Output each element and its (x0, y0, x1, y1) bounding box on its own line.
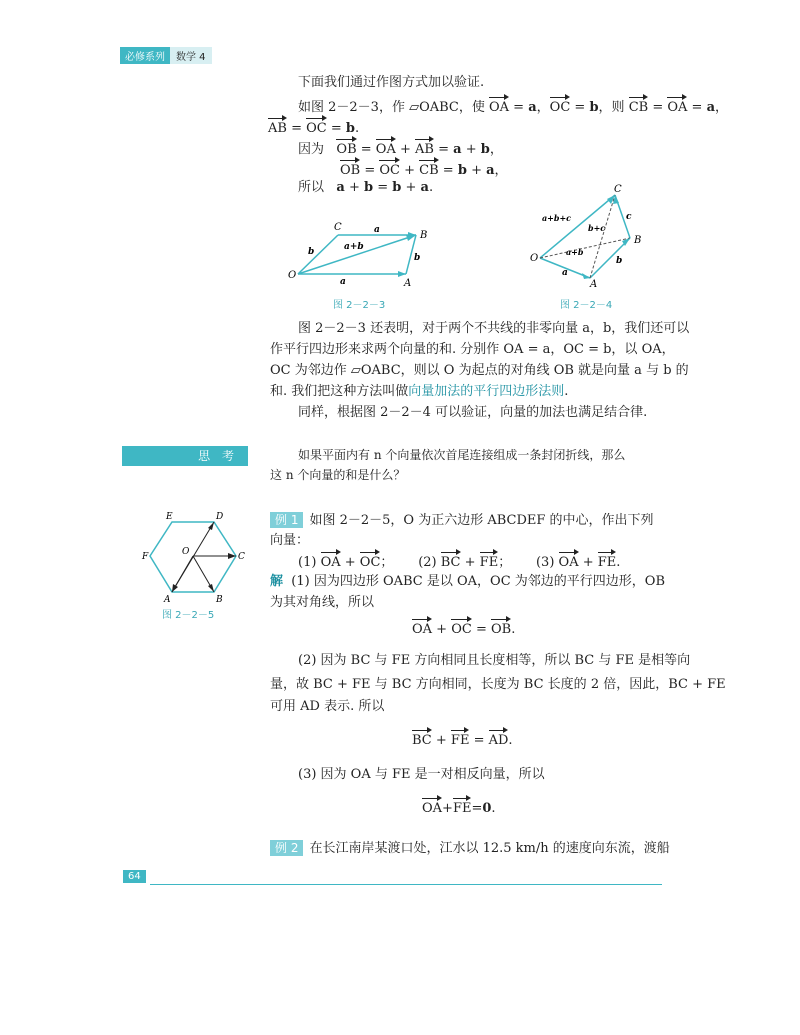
parallelogram-rule-term: 向量加法的平行四边形法则 (408, 384, 565, 399)
think-line1: 如果平面内有 n 个向量依次首尾连接组成一条封闭折线，那么 (298, 448, 626, 462)
para2-line1: 图 2－2－3 还表明，对于两个不共线的非零向量 a，b，我们还可以 (298, 321, 690, 336)
proof-line-5: 所以 a + b = b + a. (298, 180, 434, 195)
fig224-label-a: a (562, 268, 568, 278)
proof-line-1: 如图 2－2－3，作 ▱OABC，使 OA = a，OC = b，则 CB = OA = a， (298, 95, 728, 117)
example1-tag: 例 1 (270, 512, 303, 528)
fig223-label-b-right: b (414, 253, 421, 263)
figure-2-2-5 (142, 510, 244, 606)
example1-questions: (1) OA + OC； (2) BC + FE； (3) OA + FE. (298, 550, 620, 572)
equation-3: OA+FE=0. (422, 796, 496, 818)
example2-line (270, 840, 670, 858)
example1-line2: 向量： (270, 533, 310, 548)
solution-2b: 量，故 BC + FE 与 BC 方向相同，长度为 BC 长度的 2 倍，因此，BC + FE (270, 677, 726, 692)
fig223-label-C: C (334, 222, 342, 233)
fig224-label-B: B (634, 235, 642, 246)
solution-1a: (1) 因为四边形 OABC 是以 OA，OC 为邻边的平行四边形，OB (291, 574, 666, 589)
fig223-label-sum: a+b (344, 242, 364, 252)
fig225-label-B: B (216, 595, 223, 605)
page-number: 64 (123, 870, 146, 883)
solution-3: (3) 因为 OA 与 FE 是一对相反向量，所以 (298, 767, 545, 782)
question-1-num: (1) (298, 555, 317, 570)
fig224-label-abc: a+b+c (542, 213, 572, 223)
example2-text: 在长江南岸某渡口处，江水以 12.5 km/h 的速度向东流，渡船 (309, 841, 670, 856)
figure-2-2-4 (530, 183, 660, 288)
question-2-num: (2) (418, 555, 437, 570)
equation-1: OA + OC = OB. (412, 617, 515, 639)
fig224-label-c: c (626, 212, 632, 222)
para2-line2: 作平行四边形来求两个向量的和. 分别作 OA = a，OC = b，以 OA， (270, 342, 675, 357)
fig225-label-E: E (166, 512, 173, 522)
fig225-label-D: D (216, 512, 224, 522)
para2-line5: 同样，根据图 2－2－4 可以验证，向量的加法也满足结合律. (298, 405, 648, 420)
solution-1b: 为其对角线，所以 (270, 595, 375, 610)
solution-line1 (270, 573, 665, 591)
fig225-label-C: C (238, 552, 245, 562)
book-label: 数学 4 (170, 47, 212, 64)
example2-tag: 例 2 (270, 840, 303, 856)
para2-line4-c: . (564, 384, 569, 399)
question-3-num: (3) (535, 555, 555, 570)
fig224-label-b: b (616, 256, 623, 266)
series-label: 必修系列 (120, 47, 170, 64)
para2-line4-a: 和. 我们把这种方法叫做 (270, 384, 409, 399)
solution-2a: (2) 因为 BC 与 FE 方向相同且长度相等，所以 BC 与 FE 是相等向 (298, 653, 691, 668)
para2-line4 (270, 383, 568, 401)
header-tag (120, 47, 212, 64)
equation-2: BC + FE = AD. (412, 728, 513, 750)
proof-line-4: OB = OC + CB = b + a， (340, 158, 508, 180)
fig225-label-F: F (142, 552, 149, 562)
fig223-label-O: O (288, 270, 297, 281)
fig224-label-C: C (614, 184, 622, 195)
solution-2c: 可用 AD 表示. 所以 (270, 699, 385, 714)
fig225-label-O: O (182, 547, 190, 557)
think-label: 思 考 (122, 446, 248, 466)
proof-line-2: AB = OC = b. (268, 116, 359, 138)
fig224-label-O: O (530, 253, 539, 264)
caption-2-2-5: 图 2－2－5 (162, 610, 215, 621)
fig223-label-B: B (420, 230, 428, 241)
fig223-label-a-top: a (374, 225, 380, 235)
intro-text: 下面我们通过作图方式加以验证. (298, 75, 485, 90)
fig223-label-a-bottom: a (340, 277, 346, 287)
para2-line3: OC 为邻边作 ▱OABC，则以 O 为起点的对角线 OB 就是向量 a 与 b 的 (270, 363, 689, 378)
think-line2: 这 n 个向量的和是什么？ (270, 468, 406, 482)
fig224-label-A: A (590, 279, 598, 290)
caption-2-2-4: 图 2－2－4 (560, 300, 613, 311)
figure-2-2-3 (280, 218, 440, 290)
fig223-label-A: A (404, 278, 412, 289)
example1-text: 如图 2－2－5，O 为正六边形 ABCDEF 的中心，作出下列 (309, 513, 654, 528)
fig223-label-b-left: b (308, 247, 315, 257)
fig224-label-bc: b+c (588, 223, 606, 233)
fig224-label-ab: a+b (566, 247, 584, 257)
proof-line-3: 因为 OB = OA + AB = a + b， (298, 137, 503, 159)
footer-rule (150, 884, 662, 885)
solution-label: 解 (270, 574, 284, 589)
example1-line1 (270, 512, 654, 530)
caption-2-2-3: 图 2－2－3 (333, 300, 386, 311)
fig225-label-A: A (164, 595, 171, 605)
